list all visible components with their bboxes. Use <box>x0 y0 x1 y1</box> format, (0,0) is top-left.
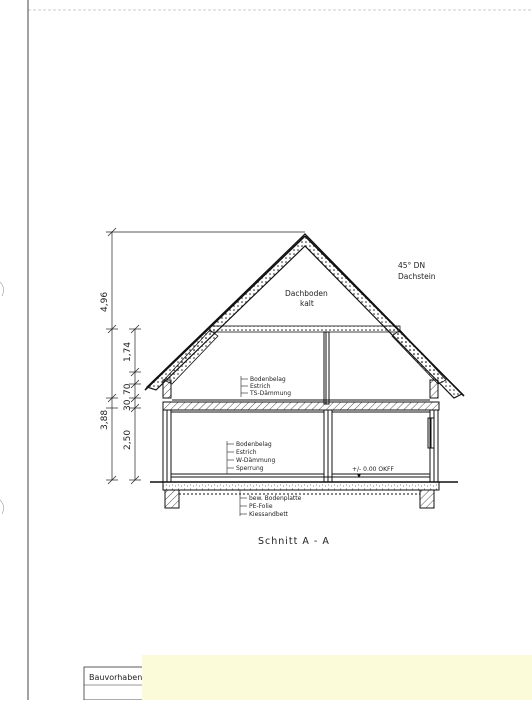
attic-sublabel: kalt <box>300 299 314 308</box>
upper-layer-2: Estrich <box>250 383 271 390</box>
ground-layer-2: Estrich <box>236 449 257 456</box>
margin-mark-lower <box>0 500 4 514</box>
dimension-floor-b: 70 <box>123 383 133 395</box>
upper-layer-1: Bodenbelag <box>250 376 286 383</box>
ground-layer-4: Sperrung <box>236 465 264 472</box>
title-block-highlight <box>142 655 532 700</box>
upper-layer-3: TS-Dämmung <box>250 390 292 397</box>
level-mark-text: +/- 0.00 OKFF <box>352 466 394 473</box>
attic-label: Dachboden <box>285 289 328 298</box>
dimension-knee-height: 1,74 <box>123 341 133 362</box>
level-mark <box>352 466 394 478</box>
margin-mark-upper <box>0 282 4 296</box>
slab-layer-3: Kiessandbett <box>249 511 289 518</box>
dimension-floor-a: 30 <box>123 399 133 411</box>
ground-floor <box>150 410 458 482</box>
ground-layer-3: W-Dämmung <box>236 457 276 464</box>
dimension-storey-height: 2,50 <box>123 429 133 450</box>
slab-layer-1: bew. Bodenplatte <box>249 495 302 502</box>
ground-layer-1: Bodenbelag <box>236 441 272 448</box>
title-block-label-cell <box>84 667 144 700</box>
section-title: Schnitt A - A <box>258 536 330 547</box>
ground-floor-layer-leader <box>227 441 234 474</box>
title-block-label: Bauvorhaben <box>89 673 143 682</box>
roof-material-note: Dachstein <box>398 272 436 281</box>
dimension-total-height: 4,96 <box>100 291 110 312</box>
slab-layer-2: PE-Folie <box>249 503 273 510</box>
attic-floor-slab <box>210 326 400 332</box>
roof <box>145 234 464 398</box>
roof-pitch-note: 45° DN <box>398 261 426 270</box>
upper-floor-layer-leader <box>241 376 248 397</box>
dimension-storey-total: 3,88 <box>100 409 110 430</box>
